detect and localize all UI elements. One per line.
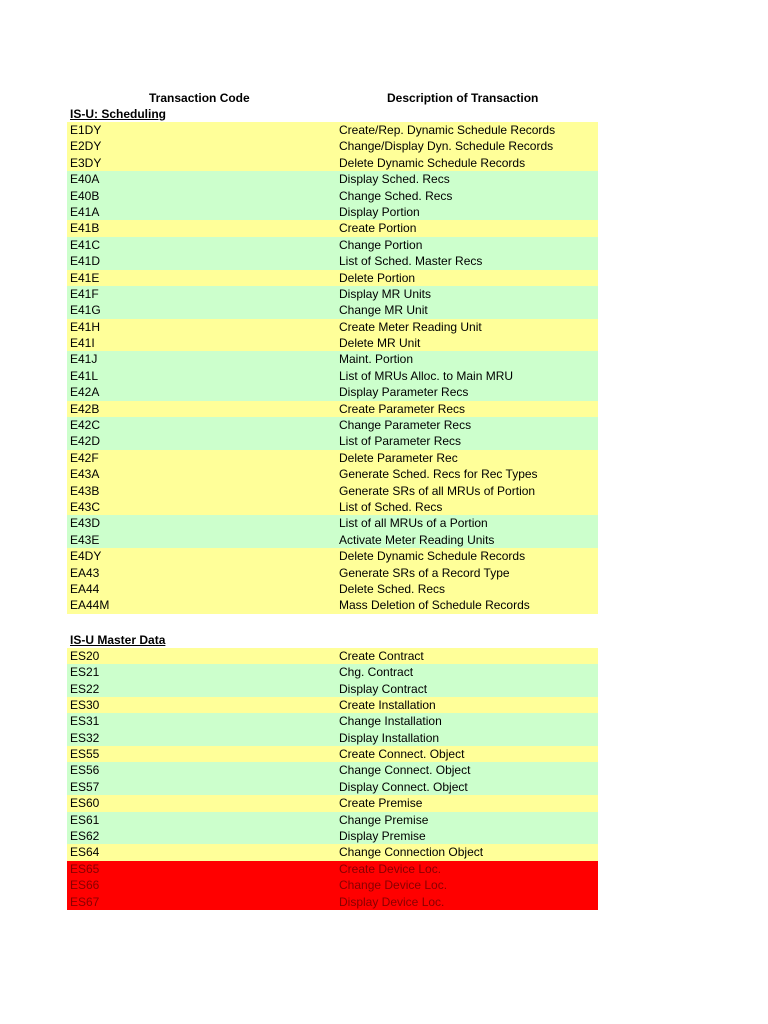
transaction-description-cell: Delete MR Unit [339,336,421,351]
transaction-description-cell: Display Portion [339,204,420,219]
transaction-description-cell: Display Premise [339,829,426,844]
table-row [67,483,598,499]
table-row [67,681,598,697]
transaction-description-cell: Display Sched. Recs [339,172,450,187]
transaction-code-cell: E42C [70,418,101,433]
table-row [67,450,598,466]
transaction-code-cell: ES57 [70,779,100,794]
table-row [67,335,598,351]
transaction-description-cell: Generate SRs of a Record Type [339,565,510,580]
transaction-code-cell: ES55 [70,747,100,762]
table-row [67,286,598,302]
transaction-description-cell: Generate Sched. Recs for Rec Types [339,467,538,482]
transaction-code-cell: E43A [70,467,100,482]
transaction-code-cell: E40B [70,188,100,203]
transaction-code-cell: ES65 [70,861,100,876]
transaction-description-cell: Delete Portion [339,270,416,285]
table-row [67,433,598,449]
transaction-description-cell: List of Sched. Master Recs [339,254,483,269]
transaction-code-cell: EA44M [70,598,110,613]
transaction-code-cell: E41C [70,237,101,252]
table-row [67,565,598,581]
transaction-description-cell: Display MR Units [339,286,432,301]
transaction-code-cell: E40A [70,172,100,187]
table-row [67,664,598,680]
table-row [67,351,598,367]
table-row [67,597,598,613]
transaction-code-cell: E1DY [70,123,102,137]
table-row [67,532,598,548]
sections-container [67,106,598,910]
section-spacer [67,614,598,632]
transaction-code-cell: E41J [70,352,98,367]
section-title: IS-U: Scheduling [70,107,166,121]
transaction-description-cell: Create Portion [339,221,417,236]
table-row [67,861,598,877]
transaction-code-cell: E41H [70,319,101,334]
table-row [67,894,598,910]
table-row [67,417,598,433]
transaction-description-cell: Change Installation [339,714,442,729]
transaction-description-cell: Change Sched. Recs [339,188,453,203]
transaction-description-cell: Create Connect. Object [339,747,465,762]
table-row [67,779,598,795]
transaction-description-cell: Activate Meter Reading Units [339,532,495,547]
table-row [67,253,598,269]
table-row [67,138,598,154]
transaction-code-cell: ES31 [70,714,100,729]
table-row [67,122,598,138]
transaction-code-cell: E43C [70,499,101,514]
transaction-description-cell: Delete Sched. Recs [339,581,446,596]
table-row [67,270,598,286]
table-row [67,515,598,531]
transaction-code-cell: ES60 [70,796,100,811]
transaction-description-cell: List of Sched. Recs [339,499,443,514]
table-row [67,877,598,893]
transaction-description-cell: Display Contract [339,681,428,696]
transaction-description-cell: List of all MRUs of a Portion [339,516,488,531]
transaction-code-cell: E2DY [70,139,102,154]
transaction-description-cell: Chg. Contract [339,665,414,680]
transaction-code-cell: ES32 [70,730,100,745]
transaction-code-cell: ES64 [70,845,100,860]
transaction-description-cell: Display Connect. Object [339,779,468,794]
table-row [67,844,598,860]
transaction-code-cell: E41I [70,336,95,351]
transaction-code-cell: ES20 [70,648,100,663]
transaction-code-cell: ES61 [70,812,100,827]
transaction-description-cell: Change Premise [339,812,429,827]
transaction-code-cell: E42A [70,385,100,400]
transaction-code-cell: E4DY [70,549,102,564]
transaction-description-cell: List of MRUs Alloc. to Main MRU [339,368,514,383]
transaction-code-cell: ES66 [70,878,100,893]
table-row [67,220,598,236]
transaction-code-cell: ES22 [70,681,100,696]
transaction-description-cell: Create/Rep. Dynamic Schedule Records [339,123,556,137]
table-row [67,499,598,515]
transaction-description-cell: Create Meter Reading Unit [339,319,482,334]
section-title: IS-U Master Data [70,632,166,647]
transaction-description-cell: Create Installation [339,697,436,712]
header-row [67,90,598,106]
transaction-code-cell: ES62 [70,829,100,844]
header-transaction-code: Transaction Code [149,91,250,105]
transaction-code-cell: E41D [70,254,101,269]
table-row [67,713,598,729]
transaction-description-cell: Create Parameter Recs [339,401,466,416]
table-row [67,319,598,335]
table-row [67,155,598,171]
table-row [67,368,598,384]
transaction-description-cell: Display Device Loc. [339,894,445,909]
transaction-code-cell: ES30 [70,697,100,712]
transaction-description-cell: Change Portion [339,237,423,252]
transaction-code-cell: E41G [70,303,101,318]
transaction-description-cell: Change Parameter Recs [339,418,472,433]
transaction-description-cell: Create Device Loc. [339,861,442,876]
transaction-code-cell: E41A [70,204,100,219]
header-description: Description of Transaction [387,91,539,105]
table-row [67,812,598,828]
transaction-code-cell: E43D [70,516,101,531]
transaction-code-cell: E42F [70,450,99,465]
table-row [67,188,598,204]
transaction-code-cell: E3DY [70,155,102,170]
transaction-description-cell: Generate SRs of all MRUs of Portion [339,483,536,498]
transaction-description-cell: Change/Display Dyn. Schedule Records [339,139,554,154]
transaction-code-cell: EA44 [70,581,100,596]
transaction-code-cell: ES21 [70,665,100,680]
table-row [67,466,598,482]
transaction-description-cell: Create Premise [339,796,423,811]
table-row [67,697,598,713]
transaction-code-cell: E43E [70,532,100,547]
table-row [67,795,598,811]
table-row [67,581,598,597]
transaction-description-cell: Change MR Unit [339,303,428,318]
transaction-code-cell: E43B [70,483,100,498]
transaction-code-cell: ES56 [70,763,100,778]
transaction-code-cell: ES67 [70,894,100,909]
transaction-description-cell: Delete Dynamic Schedule Records [339,549,526,564]
transaction-code-cell: E41F [70,286,99,301]
transaction-code-cell: E42B [70,401,100,416]
table-row [67,730,598,746]
table-row [67,384,598,400]
table-row [67,648,598,664]
transaction-description-cell: Maint. Portion [339,352,414,367]
transaction-code-cell: E42D [70,434,101,449]
transaction-description-cell: Change Connect. Object [339,763,471,778]
transaction-description-cell: Change Device Loc. [339,878,448,893]
transaction-code-cell: E41B [70,221,100,236]
transaction-code-cell: E41E [70,270,100,285]
transaction-code-cell: EA43 [70,565,100,580]
transaction-description-cell: List of Parameter Recs [339,434,462,449]
transaction-code-cell: E41L [70,368,99,383]
transaction-description-cell: Delete Parameter Rec [339,450,458,465]
table-row [67,746,598,762]
table-row [67,828,598,844]
transaction-table [67,90,598,910]
table-row [67,302,598,318]
table-row [67,171,598,187]
table-row [67,762,598,778]
table-row [67,204,598,220]
transaction-description-cell: Display Installation [339,730,440,745]
transaction-description-cell: Display Parameter Recs [339,385,469,400]
transaction-description-cell: Mass Deletion of Schedule Records [339,598,530,613]
table-row [67,548,598,564]
transaction-description-cell: Change Connection Object [339,845,484,860]
table-row [67,237,598,253]
transaction-description-cell: Create Contract [339,648,424,663]
table-row [67,401,598,417]
transaction-description-cell: Delete Dynamic Schedule Records [339,155,526,170]
